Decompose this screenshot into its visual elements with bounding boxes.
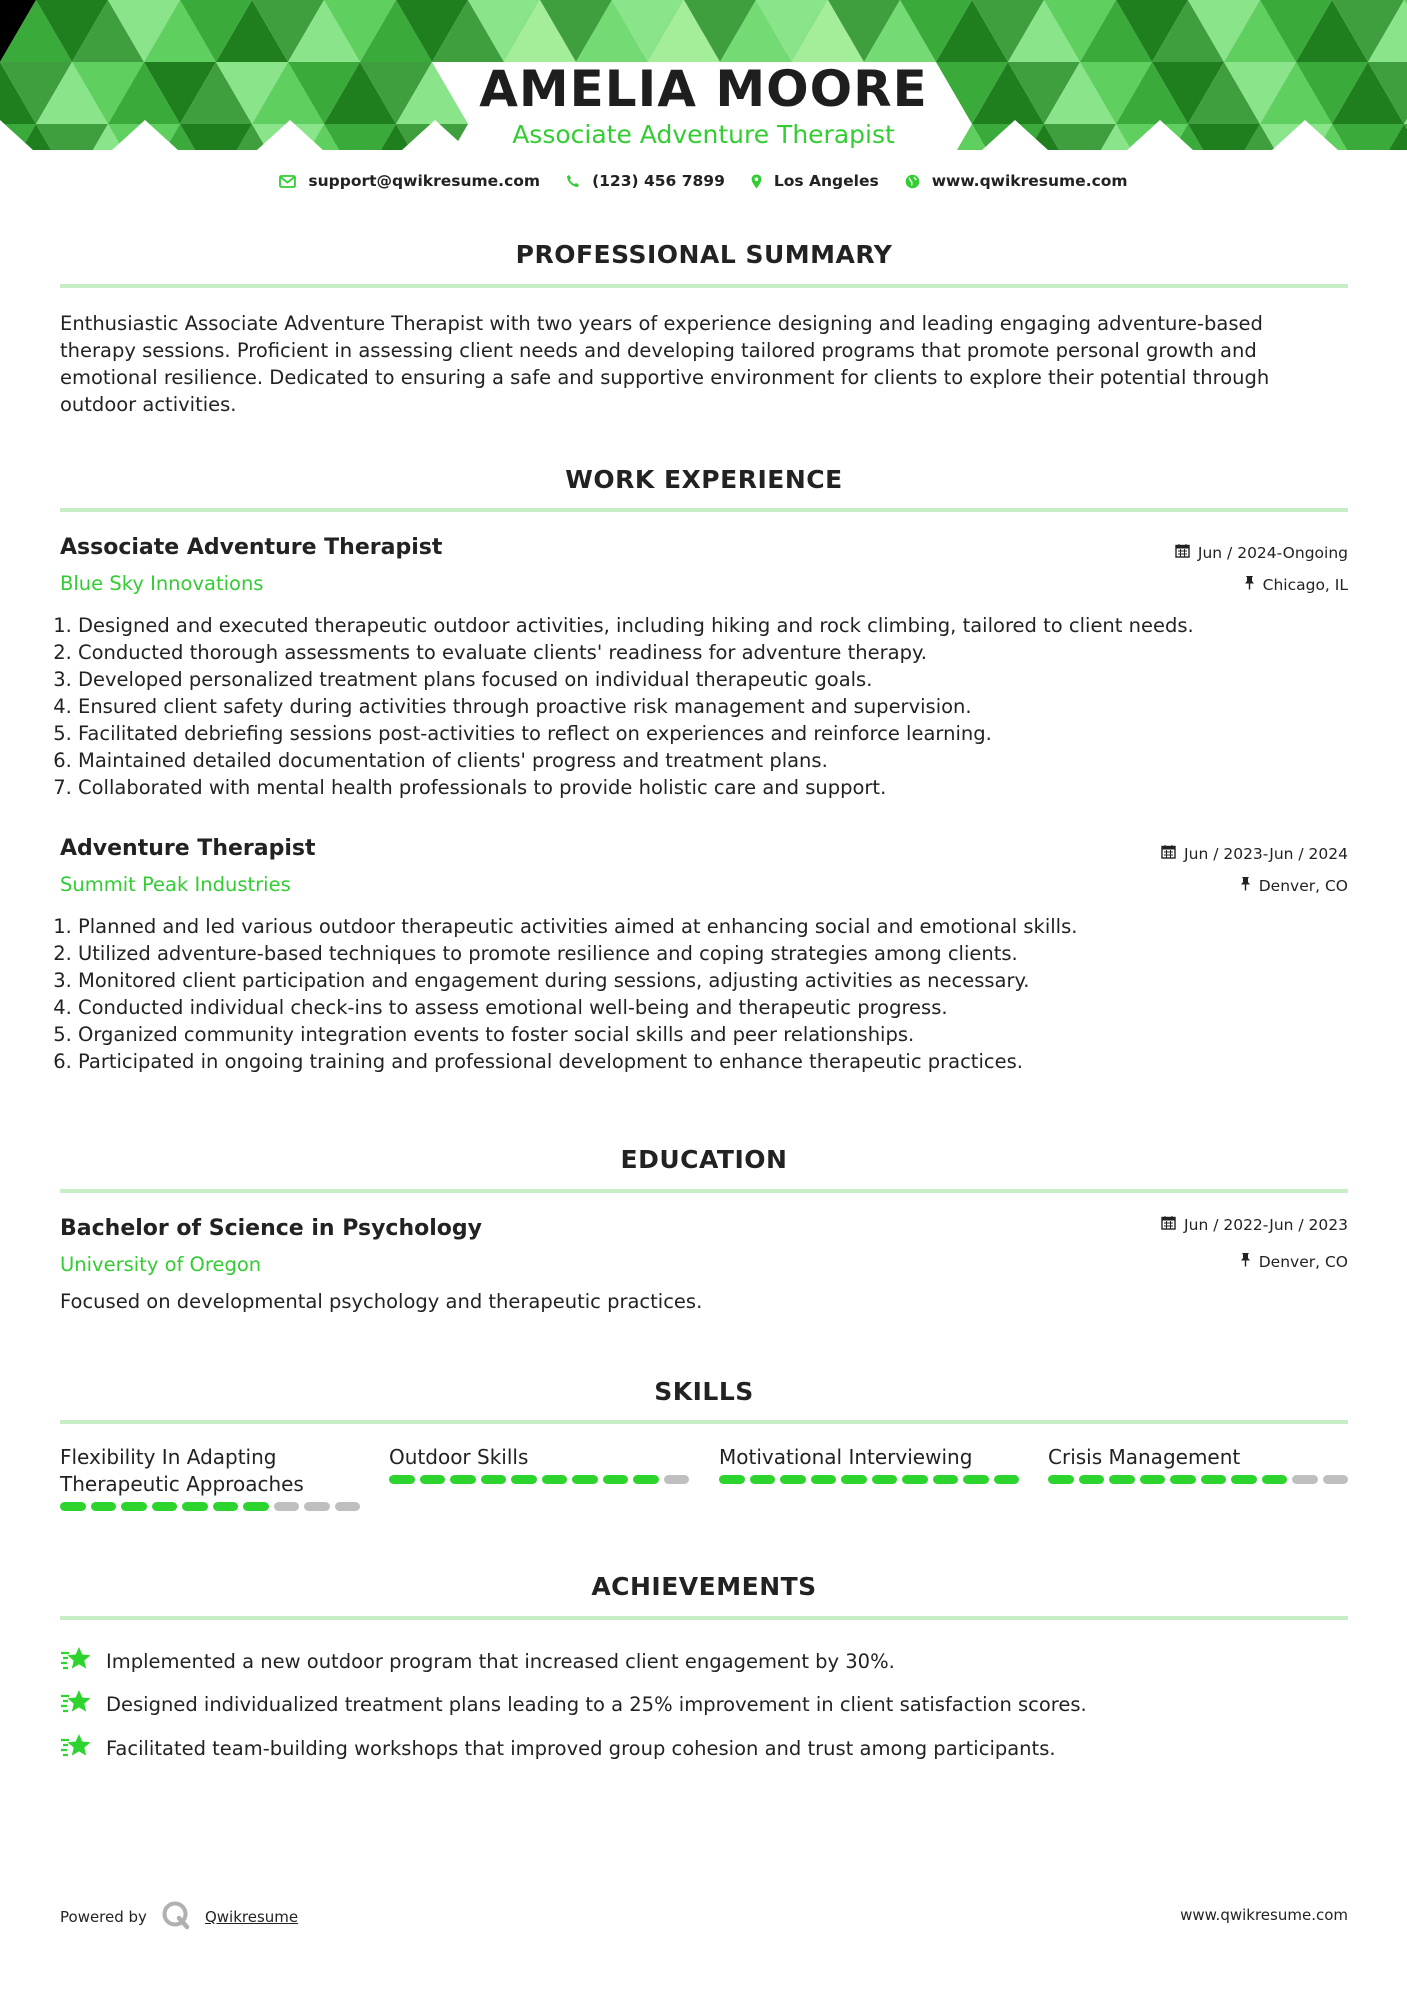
skill-level-bar [719,1475,1019,1484]
skill-name-line: Outdoor Skills [389,1445,529,1469]
job-dates-text: Jun / 2024-Ongoing [1197,543,1348,562]
powered-by-label: Powered by [60,1908,147,1926]
pushpin-icon [1240,876,1251,895]
job-company: Blue Sky Innovations [60,572,264,595]
achievement-text: Facilitated team-building workshops that improved group cohesion and trust among participants. [106,1737,1056,1760]
skill-level-segment [902,1475,928,1484]
skill-level-segment [811,1475,837,1484]
calendar-icon [1161,1215,1176,1234]
job-location-text: Denver, CO [1258,876,1348,895]
list-item: 4. Conducted individual check-ins to assess emotional well-being and therapeutic progress. [78,994,1368,1021]
job-location [1244,575,1348,594]
skill-level-bar [1048,1475,1348,1484]
list-item: 2. Utilized adventure-based techniques to promote resilience and coping strategies among clients. [78,940,1368,967]
skill-item [1048,1444,1348,1484]
school-name: University of Oregon [60,1253,262,1276]
education-divider [60,1189,1348,1193]
contact-location [751,172,879,190]
summary-line: Enthusiastic Associate Adventure Therapist with two years of experience designing and leading engaging adventure-based [60,312,1263,335]
list-item: 6. Maintained detailed documentation of clients' progress and treatment plans. [78,747,1368,774]
skill-name-line: Flexibility In Adapting [60,1445,277,1469]
summary-text [60,310,1348,418]
skills-heading: SKILLS [654,1377,754,1406]
list-item: 4. Ensured client safety during activities through proactive risk management and supervision. [78,693,1368,720]
skill-level-segment [450,1475,476,1484]
list-item: 6. Participated in ongoing training and professional development to enhance therapeutic practices. [78,1048,1368,1075]
summary-line: emotional resilience. Dedicated to ensuring a safe and supportive environment for clients to explore their potential through [60,366,1270,389]
skill-level-segment [872,1475,898,1484]
skills-divider [60,1420,1348,1424]
skill-level-segment [572,1475,598,1484]
job-location-text: Chicago, IL [1262,575,1348,594]
job-title: Adventure Therapist [60,836,316,861]
list-item: 3. Developed personalized treatment plans focused on individual therapeutic goals. [78,666,1368,693]
envelope-icon [279,175,296,188]
experience-heading: WORK EXPERIENCE [565,465,843,494]
phone-icon [566,174,580,188]
skill-name [60,1444,360,1498]
skill-level-segment [213,1502,239,1511]
summary-line: outdoor activities. [60,393,237,416]
skill-level-segment [182,1502,208,1511]
list-item: 1. Planned and led various outdoor therapeutic activities aimed at enhancing social and emotional skills. [78,913,1368,940]
skill-level-bar [60,1502,360,1511]
skill-level-segment [780,1475,806,1484]
skill-level-segment [1048,1475,1074,1484]
skill-level-segment [542,1475,568,1484]
skill-level-segment [1201,1475,1227,1484]
summary-divider [60,284,1348,288]
achievements-heading: ACHIEVEMENTS [591,1572,817,1601]
experience-divider [60,508,1348,512]
contact-email[interactable] [279,172,540,190]
skill-level-segment [963,1475,989,1484]
list-item: 5. Organized community integration events to foster social skills and peer relationships. [78,1021,1368,1048]
skill-level-segment [304,1502,330,1511]
education-location-text: Denver, CO [1258,1252,1348,1271]
education-description: Focused on developmental psychology and therapeutic practices. [60,1290,703,1313]
footer-website[interactable]: www.qwikresume.com [1180,1906,1348,1924]
job-location [1240,876,1348,895]
skill-level-segment [664,1475,690,1484]
list-item: 2. Conducted thorough assessments to evaluate clients' readiness for adventure therapy. [78,639,1368,666]
location-text: Los Angeles [773,172,879,190]
skill-level-segment [719,1475,745,1484]
skill-level-segment [60,1502,86,1511]
list-item: 7. Collaborated with mental health professionals to provide holistic care and support. [78,774,1368,801]
skill-level-segment [1079,1475,1105,1484]
skill-name [719,1444,1019,1471]
pushpin-icon [1244,575,1255,594]
skill-level-segment [121,1502,147,1511]
contact-bar [0,172,1407,190]
job-company: Summit Peak Industries [60,873,291,896]
skill-level-segment [1292,1475,1318,1484]
skill-level-segment [420,1475,446,1484]
achievements-divider [60,1616,1348,1620]
skill-level-segment [1231,1475,1257,1484]
skill-level-segment [389,1475,415,1484]
job-dates-text: Jun / 2023-Jun / 2024 [1184,844,1348,863]
skill-item [60,1444,360,1511]
achievement-item [60,1645,895,1678]
calendar-icon [1175,543,1190,562]
job-dates [1175,543,1348,562]
skill-item [719,1444,1019,1484]
calendar-icon [1161,844,1176,863]
skill-name-line: Motivational Interviewing [719,1445,973,1469]
skill-level-segment [994,1475,1020,1484]
skill-level-segment [91,1502,117,1511]
star-icon [60,1732,92,1765]
job-bullets [55,612,1368,801]
list-item: 3. Monitored client participation and engagement during sessions, adjusting activities as necessary. [78,967,1368,994]
summary-line: therapy sessions. Proficient in assessing client needs and developing tailored programs that promote personal growth and [60,339,1257,362]
skill-level-segment [841,1475,867,1484]
education-location [1240,1252,1348,1271]
candidate-title: Associate Adventure Therapist [512,120,895,149]
skill-level-segment [274,1502,300,1511]
skill-level-segment [1170,1475,1196,1484]
achievement-text: Designed individualized treatment plans leading to a 25% improvement in client satisfaction scores. [106,1693,1087,1716]
skill-level-segment [1140,1475,1166,1484]
map-pin-icon [751,174,762,189]
email-text: support@qwikresume.com [308,172,541,190]
website-text: www.qwikresume.com [931,172,1128,190]
skill-name [389,1444,689,1471]
skill-name [1048,1444,1348,1471]
skill-level-segment [633,1475,659,1484]
contact-phone[interactable] [566,172,725,190]
achievement-item [60,1732,1056,1765]
skill-level-segment [933,1475,959,1484]
achievement-text: Implemented a new outdoor program that increased client engagement by 30%. [106,1650,895,1673]
education-heading: EDUCATION [620,1145,788,1174]
skill-level-segment [481,1475,507,1484]
job-dates [1161,844,1348,863]
star-icon [60,1645,92,1678]
qwikresume-logo [161,1900,191,1934]
star-icon [60,1688,92,1721]
skill-level-segment [335,1502,361,1511]
list-item: 5. Facilitated debriefing sessions post-activities to reflect on experiences and reinforce learning. [78,720,1368,747]
skill-level-segment [243,1502,269,1511]
degree-title: Bachelor of Science in Psychology [60,1216,482,1241]
skill-level-segment [750,1475,776,1484]
summary-heading: PROFESSIONAL SUMMARY [515,240,893,269]
phone-text: (123) 456 7899 [592,172,725,190]
job-bullets [55,913,1368,1075]
education-dates [1161,1215,1348,1234]
footer-powered [60,1900,298,1934]
job-title: Associate Adventure Therapist [60,535,443,560]
skill-level-segment [1323,1475,1349,1484]
skill-level-segment [1262,1475,1288,1484]
list-item: 1. Designed and executed therapeutic outdoor activities, including hiking and rock climbing, tailored to client needs. [78,612,1368,639]
skill-name-line: Crisis Management [1048,1445,1241,1469]
globe-icon [905,174,920,189]
skill-level-segment [603,1475,629,1484]
skill-level-bar [389,1475,689,1484]
skill-level-segment [1109,1475,1135,1484]
brand-link[interactable]: Qwikresume [204,1908,299,1926]
skill-level-segment [152,1502,178,1511]
skill-name-line: Therapeutic Approaches [60,1472,304,1496]
education-dates-text: Jun / 2022-Jun / 2023 [1184,1215,1348,1234]
candidate-name: AMELIA MOORE [479,60,928,118]
skill-level-segment [511,1475,537,1484]
achievement-item [60,1688,1087,1721]
skill-item [389,1444,689,1484]
contact-website[interactable] [905,172,1128,190]
pushpin-icon [1240,1252,1251,1271]
